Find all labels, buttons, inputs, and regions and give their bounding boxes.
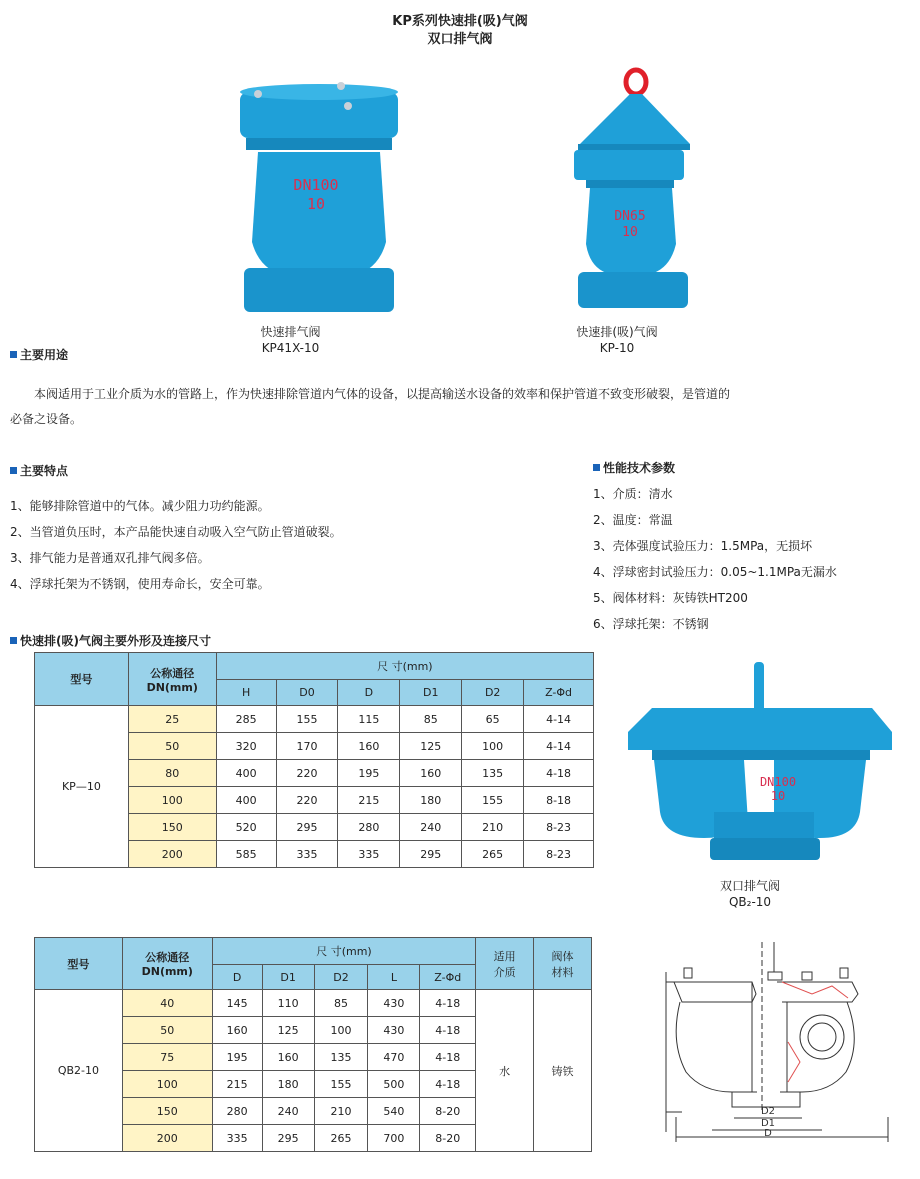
valve-2-caption (562, 324, 672, 356)
performance-list (593, 481, 837, 637)
qb-col-header: D (212, 965, 262, 990)
table-cell: 65 (462, 706, 524, 733)
dn-cell: 150 (122, 1098, 212, 1125)
qb-model-cell: QB2-10 (35, 990, 123, 1152)
features-list (10, 493, 342, 597)
table-cell: 520 (216, 814, 276, 841)
table-cell: 155 (314, 1071, 368, 1098)
performance-item: 5、阀体材料：灰铸铁HT200 (593, 591, 748, 605)
valve-1-name: 快速排气阀 (260, 325, 321, 339)
table-cell: 335 (212, 1125, 262, 1152)
qb-col-header: Z-Φd (420, 965, 476, 990)
table-cell: 100 (314, 1017, 368, 1044)
page-subtitle: 双口排气阀 (427, 32, 493, 47)
valve-1-caption (228, 324, 353, 356)
kp-table-heading: 快速排(吸)气阀主要外形及连接尺寸 (10, 632, 211, 649)
table-cell: 430 (368, 1017, 420, 1044)
performance-item: 2、温度：常温 (593, 513, 673, 527)
table-cell: 400 (216, 760, 276, 787)
dn-cell: 150 (128, 814, 216, 841)
kp-dn-header: 公称通径 DN(mm) (128, 653, 216, 706)
table-row (35, 706, 594, 733)
table-cell: 4-14 (524, 733, 594, 760)
usage-line-2: 必备之设备。 (10, 412, 83, 426)
technical-drawing (662, 942, 902, 1142)
table-cell: 160 (262, 1044, 314, 1071)
kp-col-header: D2 (462, 680, 524, 706)
qb-model-header: 型号 (35, 938, 123, 990)
valve-3-marking-size: DN100 (759, 775, 797, 789)
table-cell: 295 (262, 1125, 314, 1152)
valve-kp41x-image (228, 72, 408, 322)
table-cell: 4-18 (524, 760, 594, 787)
dn-cell: 100 (122, 1071, 212, 1098)
table-cell: 215 (338, 787, 400, 814)
table-cell: 540 (368, 1098, 420, 1125)
kp-col-header: D (338, 680, 400, 706)
table-cell: 240 (400, 814, 462, 841)
valve-3-caption (700, 878, 800, 910)
performance-heading: 性能技术参数 (593, 459, 675, 476)
valve-2-name: 快速排(吸)气阀 (576, 325, 658, 339)
usage-heading: 主要用途 (10, 346, 68, 363)
bullet-square-icon (593, 464, 600, 471)
table-cell: 335 (276, 841, 338, 868)
valve-1-model: KP41X-10 (261, 341, 320, 355)
dn-cell: 40 (122, 990, 212, 1017)
table-cell: 115 (338, 706, 400, 733)
performance-item: 3、壳体强度试验压力：1.5MPa，无损坏 (593, 539, 813, 553)
valve-kp10-image (570, 64, 690, 314)
dn-cell: 200 (122, 1125, 212, 1152)
table-cell: 240 (262, 1098, 314, 1125)
performance-item: 1、介质：清水 (593, 487, 673, 501)
kp-model-cell: KP—10 (35, 706, 129, 868)
qb-dimension-table (34, 937, 592, 1152)
table-row (35, 990, 592, 1017)
table-cell: 210 (462, 814, 524, 841)
kp-col-header: Z-Φd (524, 680, 594, 706)
qb-material-cell: 铸铁 (534, 990, 592, 1152)
qb-dn-header: 公称通径 DN(mm) (122, 938, 212, 990)
table-cell: 135 (462, 760, 524, 787)
table-cell: 8-23 (524, 841, 594, 868)
bullet-square-icon (10, 637, 17, 644)
dn-cell: 200 (128, 841, 216, 868)
feature-item: 3、排气能力是普通双孔排气阀多倍。 (10, 551, 210, 565)
qb-col-header: D1 (262, 965, 314, 990)
table-cell: 265 (314, 1125, 368, 1152)
table-cell: 4-18 (420, 990, 476, 1017)
dn-cell: 80 (128, 760, 216, 787)
feature-item: 2、当管道负压时，本产品能快速自动吸入空气防止管道破裂。 (10, 525, 342, 539)
table-cell: 500 (368, 1071, 420, 1098)
valve-3-name: 双口排气阀 (719, 879, 780, 893)
table-cell: 125 (262, 1017, 314, 1044)
features-heading: 主要特点 (10, 462, 68, 479)
performance-item: 6、浮球托架：不锈钢 (593, 617, 709, 631)
kp-col-header: D1 (400, 680, 462, 706)
dn-cell: 75 (122, 1044, 212, 1071)
table-cell: 215 (212, 1071, 262, 1098)
page-title: KP系列快速排(吸)气阀 (392, 14, 528, 29)
table-cell: 180 (262, 1071, 314, 1098)
valve-1-marking-pressure: 10 (306, 195, 326, 213)
table-cell: 195 (212, 1044, 262, 1071)
table-cell: 125 (400, 733, 462, 760)
kp-size-header: 尺 寸(mm) (216, 653, 593, 680)
valve-3-marking-pressure: 10 (770, 789, 786, 803)
table-cell: 8-23 (524, 814, 594, 841)
dn-cell: 100 (128, 787, 216, 814)
table-cell: 195 (338, 760, 400, 787)
qb-size-header: 尺 寸(mm) (212, 938, 476, 965)
table-cell: 700 (368, 1125, 420, 1152)
table-cell: 320 (216, 733, 276, 760)
table-cell: 160 (338, 733, 400, 760)
feature-item: 4、浮球托架为不锈钢，使用寿命长，安全可靠。 (10, 577, 270, 591)
valve-2-model: KP-10 (599, 341, 635, 355)
bullet-square-icon (10, 351, 17, 358)
qb-medium-header: 适用 介质 (476, 938, 534, 990)
table-cell: 295 (276, 814, 338, 841)
table-cell: 585 (216, 841, 276, 868)
table-cell: 155 (276, 706, 338, 733)
table-cell: 4-18 (420, 1071, 476, 1098)
drawing-label-d1: D1 (760, 1118, 776, 1129)
dn-cell: 50 (128, 733, 216, 760)
qb-col-header: D2 (314, 965, 368, 990)
kp-dimension-table (34, 652, 594, 868)
table-cell: 430 (368, 990, 420, 1017)
bullet-square-icon (10, 467, 17, 474)
usage-line-1: 本阀适用于工业介质为水的管路上，作为快速排除管道内气体的设备，以提高输送水设备的效率和保护管道不致变形破裂，是管道的 (34, 387, 731, 401)
table-cell: 220 (276, 760, 338, 787)
table-cell: 160 (212, 1017, 262, 1044)
table-cell: 85 (400, 706, 462, 733)
valve-2-marking-pressure: 10 (622, 225, 638, 240)
table-cell: 280 (212, 1098, 262, 1125)
table-cell: 160 (400, 760, 462, 787)
performance-item: 4、浮球密封试验压力：0.05~1.1MPa无漏水 (593, 565, 837, 579)
drawing-label-d: D (764, 1128, 772, 1139)
valve-1-marking-size: DN100 (293, 176, 339, 194)
table-cell: 8-20 (420, 1125, 476, 1152)
table-cell: 100 (462, 733, 524, 760)
kp-col-header: D0 (276, 680, 338, 706)
table-cell: 110 (262, 990, 314, 1017)
table-cell: 4-18 (420, 1044, 476, 1071)
table-cell: 470 (368, 1044, 420, 1071)
qb-medium-cell: 水 (476, 990, 534, 1152)
table-cell: 265 (462, 841, 524, 868)
qb-col-header: L (368, 965, 420, 990)
table-cell: 335 (338, 841, 400, 868)
valve-3-model: QB₂-10 (728, 895, 772, 909)
valve-2-marking-size: DN65 (614, 209, 646, 224)
table-cell: 145 (212, 990, 262, 1017)
table-cell: 285 (216, 706, 276, 733)
table-cell: 170 (276, 733, 338, 760)
table-cell: 135 (314, 1044, 368, 1071)
table-cell: 85 (314, 990, 368, 1017)
table-cell: 295 (400, 841, 462, 868)
feature-item: 1、能够排除管道中的气体。减少阻力功约能源。 (10, 499, 270, 513)
table-cell: 210 (314, 1098, 368, 1125)
table-cell: 155 (462, 787, 524, 814)
table-cell: 8-20 (420, 1098, 476, 1125)
table-cell: 4-18 (420, 1017, 476, 1044)
dn-cell: 25 (128, 706, 216, 733)
kp-col-header: H (216, 680, 276, 706)
table-cell: 400 (216, 787, 276, 814)
drawing-label-d2: D2 (760, 1106, 776, 1117)
qb-material-header: 阀体 材料 (534, 938, 592, 990)
table-cell: 4-14 (524, 706, 594, 733)
valve-qb2-image (624, 662, 896, 872)
table-cell: 180 (400, 787, 462, 814)
table-cell: 8-18 (524, 787, 594, 814)
table-cell: 280 (338, 814, 400, 841)
kp-model-header: 型号 (35, 653, 129, 706)
dn-cell: 50 (122, 1017, 212, 1044)
table-cell: 220 (276, 787, 338, 814)
